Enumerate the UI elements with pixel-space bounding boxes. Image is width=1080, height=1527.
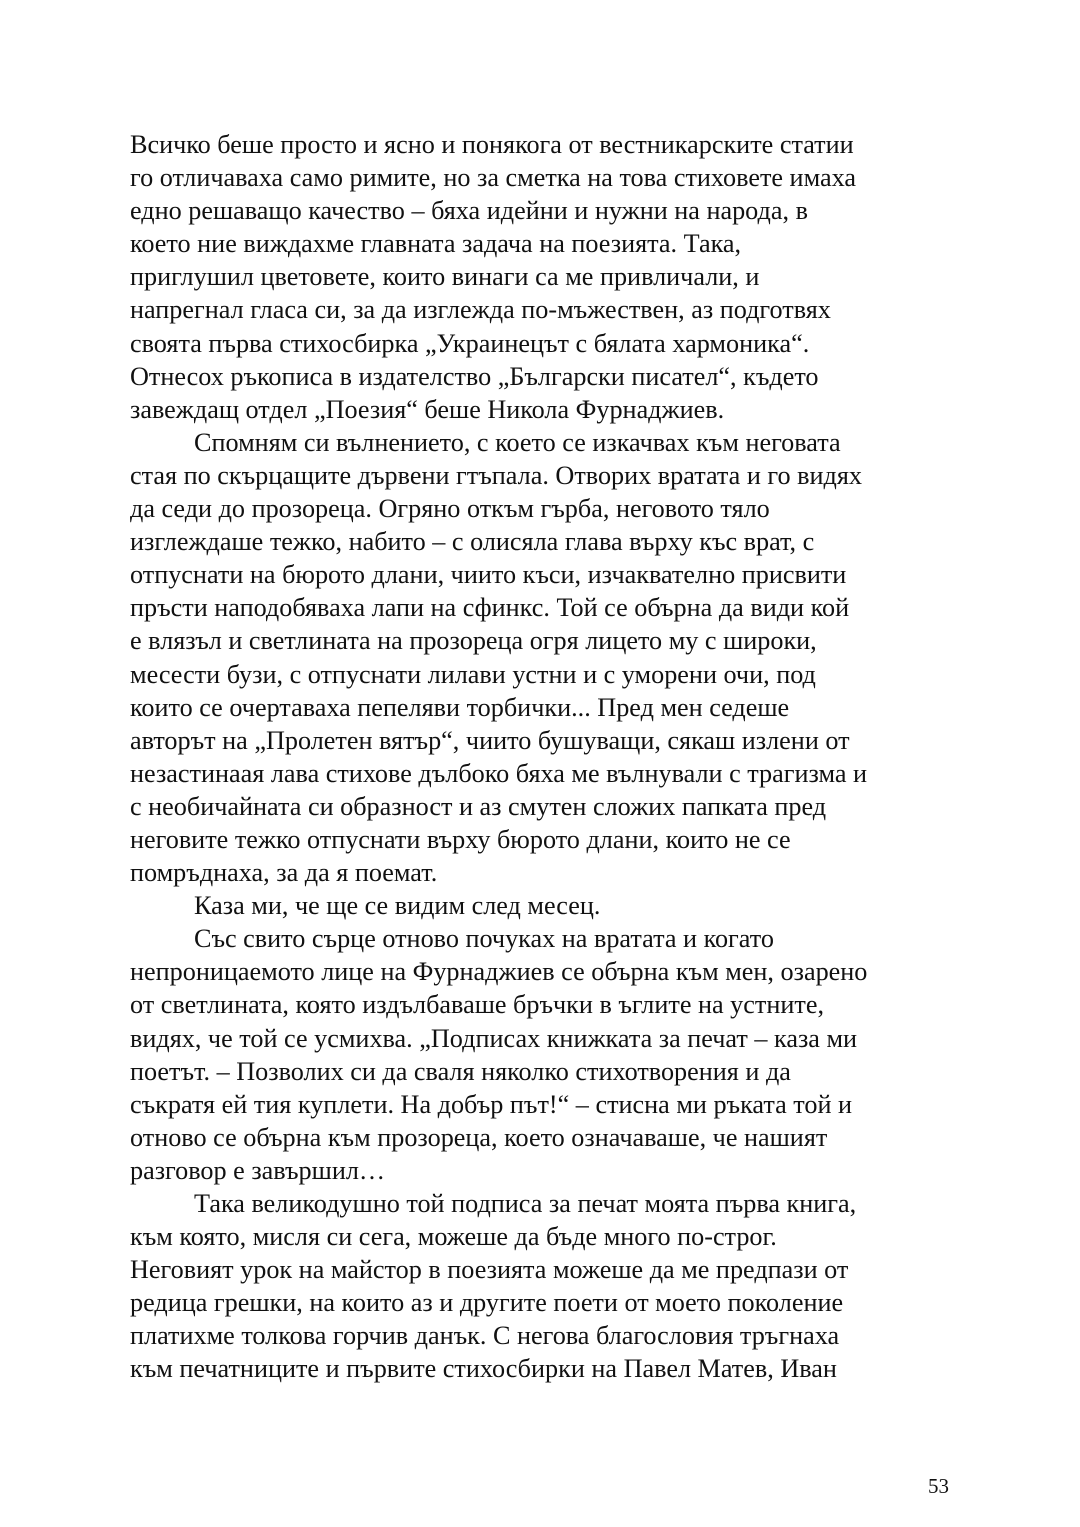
text-line: съкратя ей тия куплети. На добър път!“ – стисна ми ръката той и xyxy=(130,1089,853,1119)
text-line: към която, мисля си сега, можеше да бъде много по-строг. xyxy=(130,1222,777,1252)
paragraph-first-line: Така великодушно той подписа за печат моята първа книга, xyxy=(194,1189,857,1218)
text-line: изглеждаше тежко, набито – с олисяла глава върху къс врат, с xyxy=(130,527,815,557)
text-line: незастинаая лава стихове дълбоко бяха ме вълнували с трагизма и xyxy=(130,758,868,788)
paragraph-first-line: Каза ми, че ще се видим след месец. xyxy=(194,891,601,921)
text-line: напрегнал гласа си, за да изглежда по-мъжествен, аз подготвях xyxy=(130,295,831,325)
text-line: Отнесох ръкописа в издателство „Български писател“, където xyxy=(130,361,819,391)
paragraph-first-line: Със свито сърце отново почуках на вратата и когато xyxy=(194,924,774,954)
text-line: авторът на „Пролетен вятър“, чиито бушуващи, сякаш излени от xyxy=(130,725,850,755)
text-line: поетът. – Позволих си да сваля няколко стихотворения и да xyxy=(130,1056,791,1086)
text-line: го отличаваха само римите, но за сметка на това стиховете имаха xyxy=(130,163,856,193)
text-line: с необичайната си образност и аз смутен сложих папката пред xyxy=(130,791,827,821)
text-line: платихме толкова горчив данък. С негова благословия тръгнаха xyxy=(130,1321,840,1351)
text-line: непроницаемото лице на Фурнаджиев се обърна към мен, озарено xyxy=(130,957,868,987)
text-line: стая по скърцащите дървени гтъпала. Отворих вратата и го видях xyxy=(130,460,862,490)
text-line: което ние виждахме главната задача на поезията. Така, xyxy=(130,229,742,259)
text-line: неговите тежко отпуснати върху бюрото длани, които не се xyxy=(130,824,791,854)
text-line: да седи до прозореца. Огряно откъм гърба, неговото тяло xyxy=(130,494,770,524)
text-line: завеждащ отдел „Поезия“ беше Никола Фурнаджиев. xyxy=(130,394,725,424)
text-line: към печатниците и първите стихосбирки на Павел Матев, Иван xyxy=(130,1354,837,1384)
paragraph-first-line: Спомням си вълнението, с което се изкачвах към неговата xyxy=(194,427,841,457)
text-line: помръднаха, за да я поемат. xyxy=(130,858,438,888)
text-line: приглушил цветовете, които винаги са ме привличали, и xyxy=(130,262,760,292)
text-line: Неговият урок на майстор в поезията можеше да ме предпази от xyxy=(130,1255,849,1285)
page-number: 53 xyxy=(928,1474,949,1498)
text-line: разговор е завършил… xyxy=(130,1155,386,1185)
text-line: видях, че той се усмихва. „Подписах книжката за печат – каза ми xyxy=(130,1023,858,1053)
text-line: е влязъл и светлината на прозореца огря лицето му с широки, xyxy=(130,626,817,656)
text-line: едно решаващо качество – бяха идейни и нужни на народа, в xyxy=(130,196,808,226)
text-line: отпуснати на бюрото длани, чиито къси, изчаквателно присвити xyxy=(130,560,847,590)
text-line: които се очертаваха пепеляви торбички... Пред мен седеше xyxy=(130,692,790,722)
text-line: отново се обърна към прозореца, което означаваше, че нашият xyxy=(130,1122,828,1152)
text-line: от светлината, която издълбаваше бръчки в ъглите на устните, xyxy=(130,990,824,1020)
text-line: пръсти наподобяваха лапи на сфинкс. Той се обърна да види кой xyxy=(130,593,850,623)
text-line: своята първа стихосбирка „Украинецът с бялата хармоника“. xyxy=(130,328,810,358)
text-line: месести бузи, с отпуснати лилави устни и с уморени очи, под xyxy=(130,659,816,689)
text-line: Всичко беше просто и ясно и понякога от вестникарските статии xyxy=(130,130,854,159)
body-text xyxy=(130,128,952,1386)
text-line: редица грешки, на които аз и другите поети от моето поколение xyxy=(130,1288,844,1318)
